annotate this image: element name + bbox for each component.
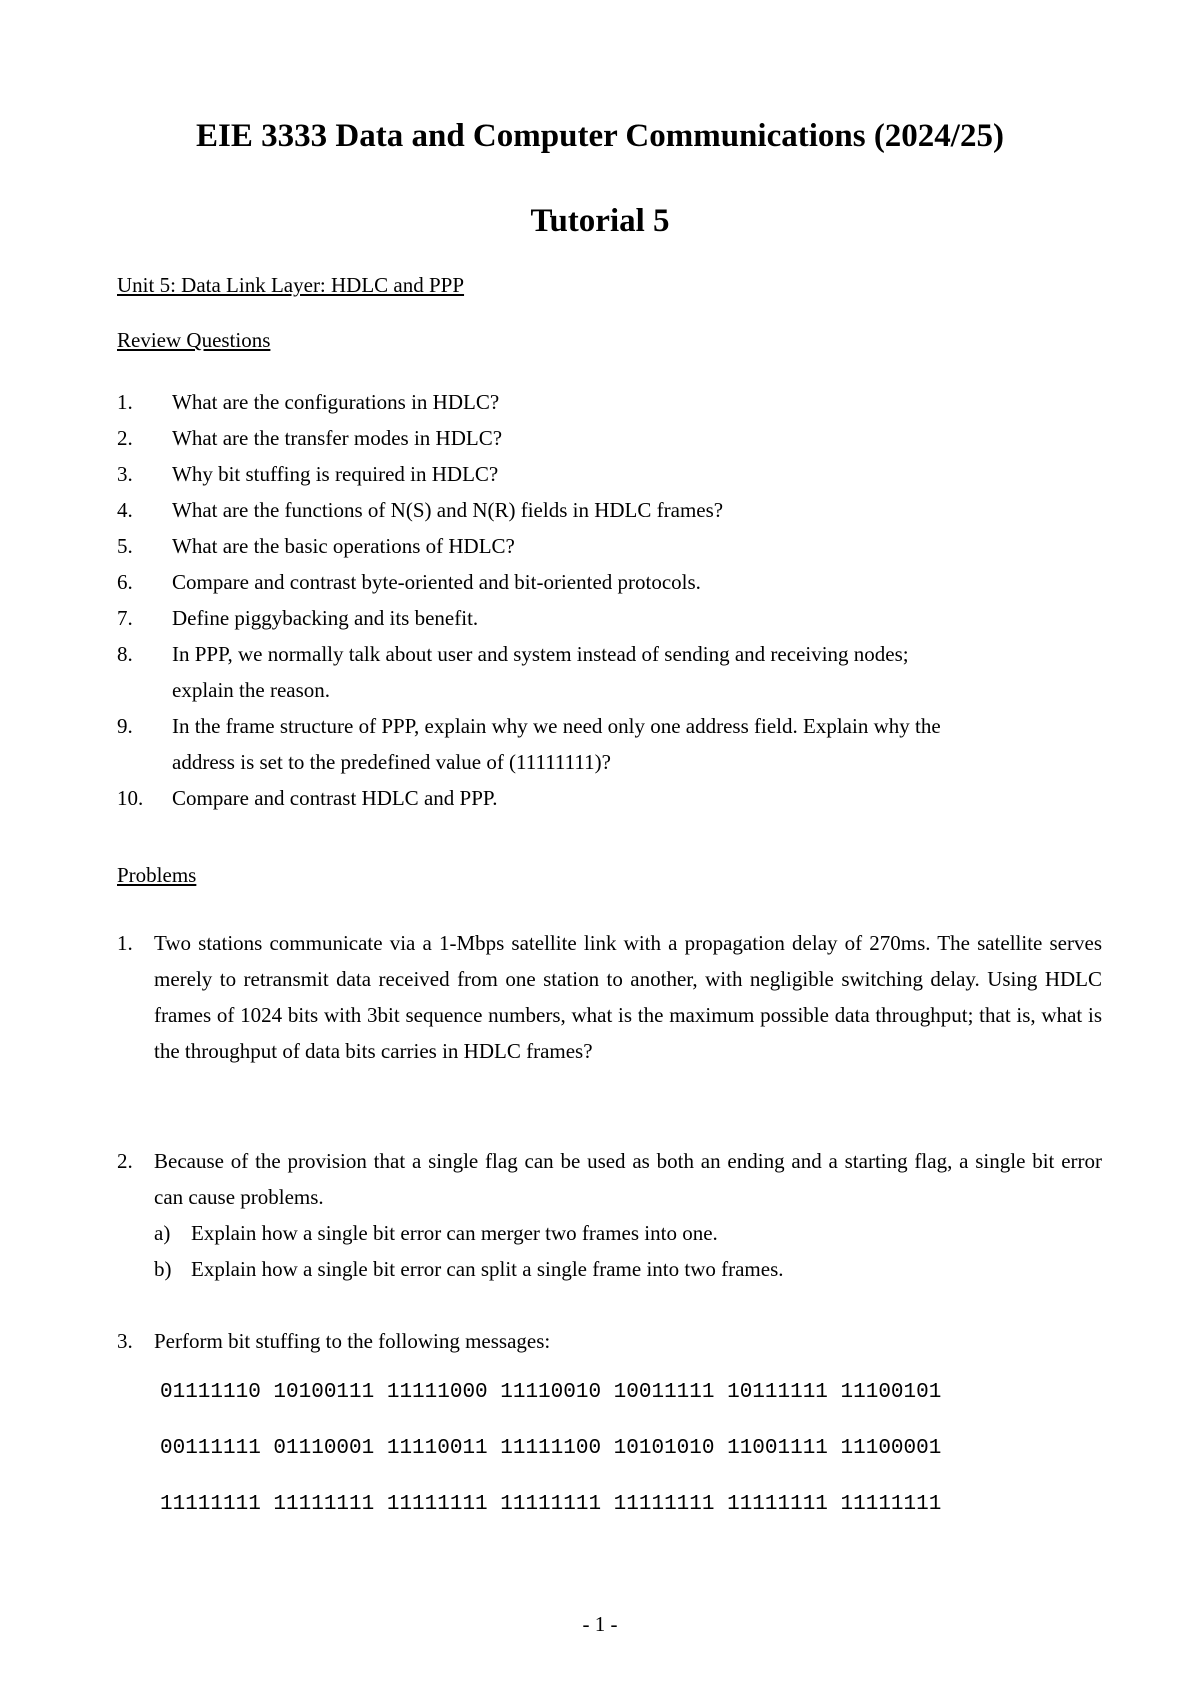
unit-heading: Unit 5: Data Link Layer: HDLC and PPP	[117, 273, 465, 297]
question-number: 9.	[117, 714, 133, 738]
document-subtitle: Tutorial 5	[530, 203, 670, 239]
problem-number: 3.	[117, 1329, 133, 1353]
problem-text: Two stations communicate via a 1-Mbps satellite link with a propagation delay of 270ms. The satellite serves merely to retransmit data received from one station to another, with negligible switching delay. Using HDLC frames of 1024 bits with 3bit sequence numbers, what is the maximum possible data throughput; that is, what is the throughput of data bits carries in HDLC frames?	[154, 931, 1102, 1063]
subitem-label: a)	[154, 1221, 171, 1245]
question-text: Compare and contrast HDLC and PPP.	[172, 786, 498, 810]
question-text: In the frame structure of PPP, explain why we need only one address field. Explain why the	[172, 714, 941, 738]
problem-text: Because of the provision that a single flag can be used as both an ending and a starting flag, a single bit error can cause problems.	[154, 1149, 1102, 1209]
question-text: What are the configurations in HDLC?	[172, 390, 500, 414]
question-text: address is set to the predefined value of (11111111)?	[172, 750, 611, 774]
question-text: What are the basic operations of HDLC?	[172, 534, 515, 558]
question-text: explain the reason.	[172, 678, 331, 702]
bit-message-row: 00111111 01110001 11110011 11111100 10101010 11001111 11100001	[160, 1437, 942, 1460]
problems-heading: Problems	[117, 863, 197, 887]
subitem-text: Explain how a single bit error can split a single frame into two frames.	[191, 1257, 784, 1281]
problem-text: Perform bit stuffing to the following messages:	[154, 1329, 551, 1353]
problem-number: 1.	[117, 931, 133, 955]
question-text: Define piggybacking and its benefit.	[172, 606, 479, 630]
subitem-label: b)	[154, 1257, 172, 1281]
question-number: 6.	[117, 570, 133, 594]
page-number: - 1 -	[582, 1612, 618, 1636]
subitem-text: Explain how a single bit error can merger two frames into one.	[191, 1221, 718, 1245]
question-text: What are the functions of N(S) and N(R) fields in HDLC frames?	[172, 498, 724, 522]
problem-item	[117, 925, 1102, 1069]
review-questions-heading: Review Questions	[117, 328, 271, 352]
question-number: 2.	[117, 426, 133, 450]
problem-number: 2.	[117, 1149, 133, 1173]
question-text: In PPP, we normally talk about user and system instead of sending and receiving nodes;	[172, 642, 909, 666]
question-text: Compare and contrast byte-oriented and bit-oriented protocols.	[172, 570, 701, 594]
question-number: 1.	[117, 390, 133, 414]
question-number: 7.	[117, 606, 133, 630]
question-number: 3.	[117, 462, 133, 486]
question-text: Why bit stuffing is required in HDLC?	[172, 462, 499, 486]
question-number: 10.	[117, 786, 144, 810]
question-number: 4.	[117, 498, 133, 522]
bit-message-row: 11111111 11111111 11111111 11111111 11111111 11111111 11111111	[160, 1493, 942, 1516]
problem-item	[117, 1323, 1102, 1359]
problem-item	[117, 1143, 1102, 1215]
question-number: 8.	[117, 642, 133, 666]
question-text: What are the transfer modes in HDLC?	[172, 426, 503, 450]
bit-message-row: 01111110 10100111 11111000 11110010 10011111 10111111 11100101	[160, 1381, 942, 1404]
question-number: 5.	[117, 534, 133, 558]
document-title: EIE 3333 Data and Computer Communications (2024/25)	[196, 118, 1004, 154]
